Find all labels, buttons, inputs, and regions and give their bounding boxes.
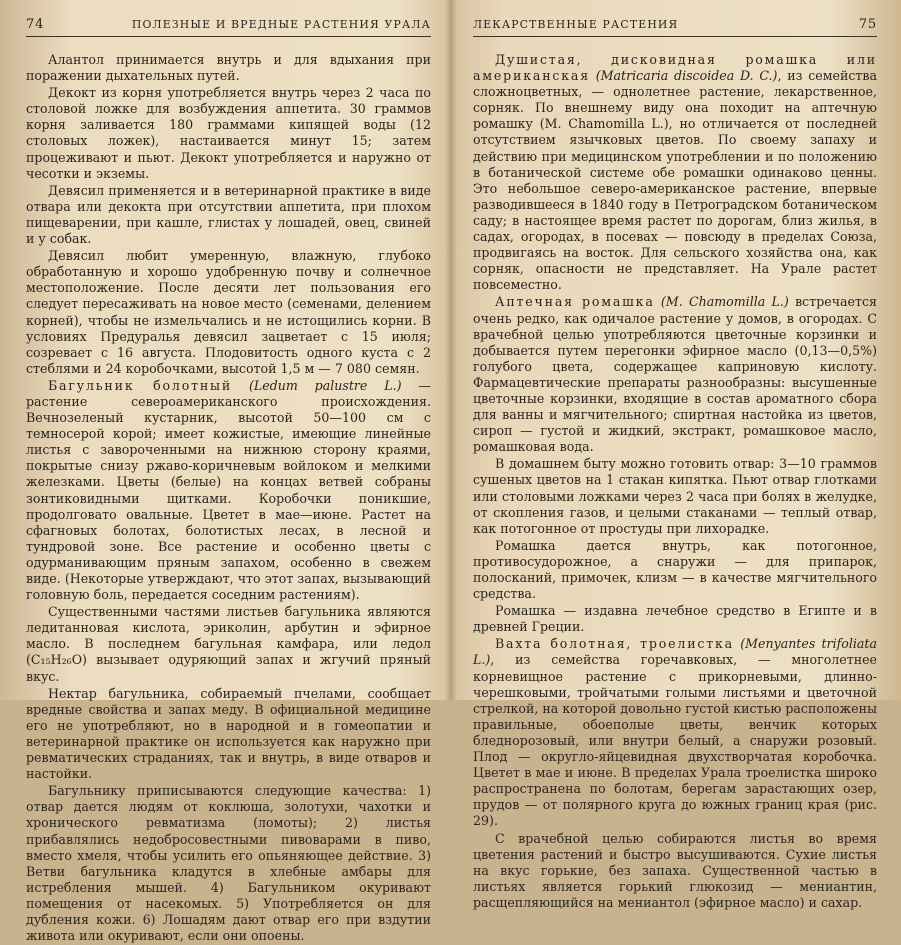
plant-name: Аптечная ромашка [495, 294, 655, 310]
paragraph: С врачебной целью собираются листья во время цветения растений и быстро высушиваются. Сухие листья на вкус горькие, без запаха. Существенной частью в листьях является горький глюкозид — мениантин, расщепляющийся на мениантол (эфирное масло) и сахар. [473, 830, 877, 910]
plant-latin-name: (Ledum palustre L.) [248, 377, 402, 393]
header-rule [473, 36, 877, 37]
plant-latin-name: (Matricaria discoidea D. C.) [595, 68, 778, 84]
plant-entry-paragraph [473, 52, 877, 293]
paragraph: Ромашка — издавна лечебное средство в Египте и в древней Греции. [473, 603, 877, 635]
paragraph: Существенными частями листьев багульника являются ледитанновая кислота, эриколин, арбутин и эфирное масло. В последнем багульная камфара, или ледол (C₁₅H₂₆O) вызывает одуряющий запах и жгучий пряный вкус. [26, 604, 431, 684]
plant-entry-paragraph [473, 294, 877, 455]
paragraph: Девясил применяется и в ветеринарной практике в виде отвара или декокта при отсутствии аппетита, при плохом пищеварении, при кашле, глистах у лошадей, овец, свиней и у собак. [26, 182, 431, 247]
paragraph: Декокт из корня употребляется внутрь через 2 часа по столовой ложке для возбуждения аппетита. 30 граммов корня заливается 180 граммами кипящей воды (12 столовых ложек), настаивается минут 15; затем процеживают и пьют. Декокт употребляется и наружно от чесотки и экземы. [26, 85, 431, 181]
page-number: 74 [26, 16, 45, 32]
left-page-body [26, 52, 431, 945]
paragraph: Нектар багульника, собираемый пчелами, сообщает вредные свойства и запах меду. В официальной медицине его не употребляют, но в народной и в гомеопатии и ветеринарной практике он используется как наружно при ревматических страданиях, так и внутрь, в виде отваров и настойки. [26, 685, 431, 782]
plant-description: встречается очень редко, как одичалое растение у домов, в огородах. С врачебной целью употребляются цветочные корзинки и добывается путем перегонки эфирное масло (0,13—0,5%) голубого цвета, содержащее каприновую кислоту. Фармацевтические препараты разнообразны: высушенные цветочные корзинки, входящие в состав ароматного сбора для ванны и мягчительного; спиртная настойка из цветов, сироп — густой и жидкий, экстракт, ромашковое масло, ромашковая вода. [473, 294, 877, 455]
running-title: ЛЕКАРСТВЕННЫЕ РАСТЕНИЯ [473, 17, 679, 31]
left-page-header [26, 14, 431, 34]
paragraph: В домашнем быту можно готовить отвар: 3—10 граммов сушеных цветов на 1 стакан кипятка. Пьют отвар глотками или столовыми ложками через 2 часа при болях в желудке, от скопления газов, и целыми стаканами — теплый отвар, как потогонное от простуды при лихорадке. [473, 456, 877, 536]
plant-name: Вахта болотная, троелистка [495, 636, 734, 652]
right-page-body [473, 52, 877, 912]
plant-entry-paragraph [473, 636, 877, 829]
plant-description: , из семейства сложноцветных, — однолетнее растение, лекарственное, сорняк. По внешнему виду она походит на аптечную ромашку (M. Chamomilla L.), но отличается от последней отсутствием язычковых цветов. По своему запаху и действию при медицинском употреблении и по положению в ботанической системе обе ромашки одинаково ценны. Это небольшое северо-американское растение, впервые разводившееся в 1840 году в Петроградском ботаническом саду; в настоящее время растет по дорогам, близ жилья, в садах, огородах, в посевах — повсюду в пределах Союза, продвигаясь на восток. Для сельского хозяйства она, как сорняк, опасности не представляет. На Урале растет повсеместно. [473, 68, 877, 293]
left-page [0, 0, 450, 944]
paragraph: Девясил любит умеренную, влажную, глубоко обработанную и хорошо удобренную почву и солнечное местоположение. После десяти лет пользования его следует пересаживать на новое место (семенами, делением корней), чтобы не измельчались и не истощились корни. В условиях Предуралья девясил зацветает с 15 июля; созревает с 16 августа. Плодовитость одного куста с 2 стеблями и 24 коробочками, высотой 1,5 м — 7 080 семян. [26, 248, 431, 376]
paragraph: Алантол принимается внутрь и для вдыхания при поражении дыхательных путей. [26, 52, 431, 84]
right-page [451, 0, 901, 910]
page-number: 75 [858, 16, 877, 32]
plant-description: — растение североамериканского происхождения. Вечнозеленый кустарник, высотой 50—100 см с темносерой корой; имеет кожистые, имеющие линейные листья с завороченными на нижнюю сторону краями, покрытые снизу ржаво-коричневым войлоком и мелкими железками. Цветы (белые) на концах ветвей собраны зонтиковидными щитками. Коробочки поникшие, продолговато овальные. Цветет в мае—июне. Растет на сфагновых болотах, болотистых лесах, в лесной и тундровой зоне. Все растение и особенно цветы с одурманивающим пряным запахом, особенно в свежем виде. (Некоторые утверждают, что этот запах, вызывающий головную боль, передается соседним растениям). [26, 377, 431, 603]
right-page-header [473, 14, 877, 34]
paragraph: Ромашка дается внутрь, как потогонное, противосудорожное, а снаружи — для припарок, полосканий, примочек, клизм — в качестве мягчительного средства. [473, 537, 877, 602]
running-title: ПОЛЕЗНЫЕ И ВРЕДНЫЕ РАСТЕНИЯ УРАЛА [131, 17, 431, 31]
plant-description: , из семейства горечавковых, — многолетнее корневищное растение с прикорневыми, длинно-черешковыми, тройчатыми голыми листьями и цветочной стрелкой, на которой довольно густой кистью расположены правильные, обоеполые цветы, венчик которых бледнорозовый, или внутри белый, а снаружи розовый. Плод — округло-яйцевидная двухстворчатая коробочка. Цветет в мае и июне. В пределах Урала троелистка широко распространена по болотам, берегам зарастающих озер, прудов — от полярного круга до южных границ края (рис. 29). [473, 652, 877, 829]
plant-name: Багульник болотный [48, 377, 233, 393]
plant-entry-paragraph [26, 378, 431, 603]
paragraph: Багульнику приписываются следующие качества: 1) отвар дается людям от коклюша, золотухи, чахотки и хронического ревматизма (ломоты); 2) листья прибавлялись недобросовестными пивоварами в пиво, вместо хмеля, чтобы усилить его опьяняющее действие. 3) Ветви багульника кладутся в хлебные амбары для истребления мышей. 4) Багульником окуривают помещения от насекомых. 5) Употребляется он для дубления кожи. 6) Лошадям дают отвар его при вздутии живота или окуривают, если они опоены. [26, 783, 431, 944]
plant-name: Душистая, дисковидная ромашка или американская [473, 52, 877, 84]
plant-latin-name: (M. Chamomilla L.) [660, 294, 789, 310]
plant-latin-name: (Menyantes trifoliata L.) [473, 636, 877, 668]
header-rule [26, 36, 431, 37]
